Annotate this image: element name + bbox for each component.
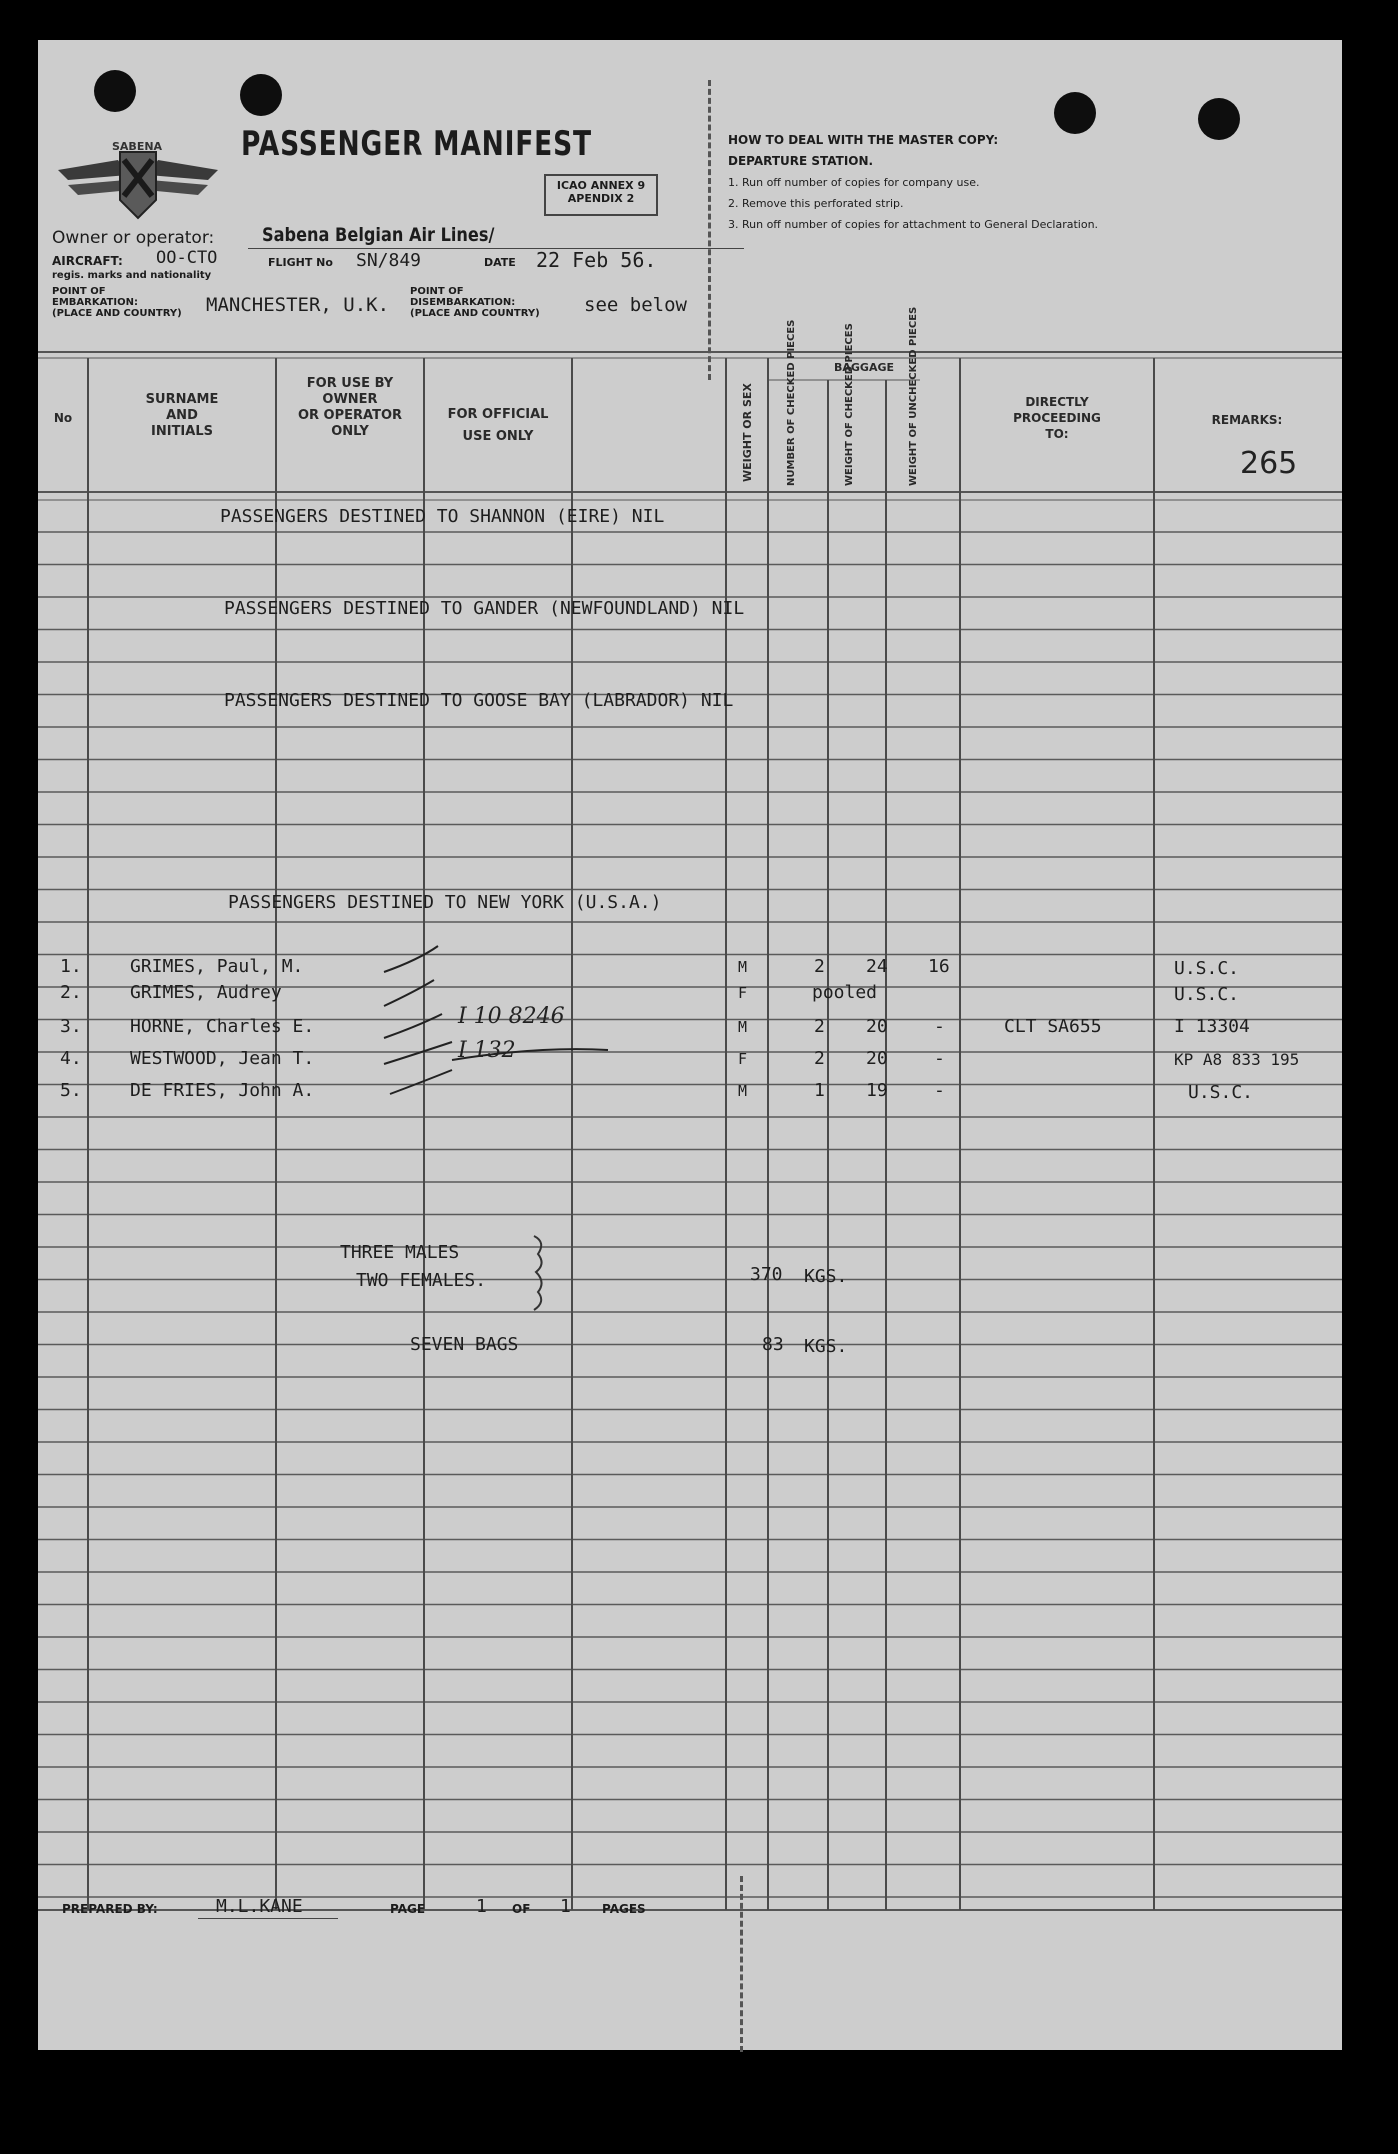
passenger-no: 3. xyxy=(60,1016,82,1037)
col-header-owner-3: OR OPERATOR xyxy=(297,408,403,423)
passenger-no: 5. xyxy=(60,1080,82,1101)
total-kgs-2: KGS. xyxy=(804,1336,848,1357)
col-header-wt-checked: WEIGHT OF CHECKED PIECES xyxy=(844,323,855,486)
total-kgs-1: KGS. xyxy=(804,1266,848,1287)
embark-label-3: (PLACE AND COUNTRY) xyxy=(52,308,182,319)
owner-label: Owner or operator: xyxy=(52,228,215,248)
total-females: TWO FEMALES. xyxy=(356,1270,487,1291)
passenger-sex: M xyxy=(738,1018,748,1036)
total-brace-icon xyxy=(530,1232,560,1312)
instructions-subtitle: DEPARTURE STATION. xyxy=(728,154,874,168)
col-header-wt-unchecked: WEIGHT OF UNCHECKED PIECES xyxy=(908,306,919,486)
footer-perforation xyxy=(740,1876,743,2052)
col-header-directly-3: TO: xyxy=(1045,427,1069,441)
passenger-sex: F xyxy=(738,984,748,1002)
passenger-remarks: I 13304 xyxy=(1174,1016,1250,1037)
col-header-official-1: FOR OFFICIAL xyxy=(447,407,549,422)
passenger-pieces: 2 xyxy=(814,1048,825,1069)
page-label: PAGE xyxy=(390,1902,426,1916)
passenger-weight: 19 xyxy=(866,1080,888,1101)
col-header-weight-sex: WEIGHT OR SEX xyxy=(741,383,754,482)
col-header-owner-4: ONLY xyxy=(331,424,369,439)
flight-value: SN/849 xyxy=(356,250,422,271)
aircraft-label: AIRCRAFT: xyxy=(52,254,123,268)
page-stamp-number: 265 xyxy=(1240,446,1298,481)
passenger-weight: 24 xyxy=(866,956,888,977)
section-new-york: PASSENGERS DESTINED TO NEW YORK (U.S.A.) xyxy=(228,892,662,913)
total-bags: SEVEN BAGS xyxy=(410,1334,519,1355)
form-title: PASSENGER MANIFEST xyxy=(241,124,592,164)
date-value: 22 Feb 56. xyxy=(536,248,657,272)
passenger-sex: F xyxy=(738,1050,748,1068)
passenger-sex: M xyxy=(738,958,748,976)
disembark-label-1: POINT OF xyxy=(410,286,464,297)
passenger-official-note: I 10 8246 xyxy=(458,1004,565,1029)
embark-label-1: POINT OF xyxy=(52,286,106,297)
disembark-label-3: (PLACE AND COUNTRY) xyxy=(410,308,540,319)
of-label: OF xyxy=(512,1902,531,1916)
prepared-underline xyxy=(198,1918,338,1919)
passenger-weight: 20 xyxy=(866,1016,888,1037)
passenger-pieces: 1 xyxy=(814,1080,825,1101)
icao-line1: ICAO ANNEX 9 xyxy=(556,179,646,192)
passenger-name: DE FRIES, John A. xyxy=(130,1080,315,1101)
passenger-no: 2. xyxy=(60,982,82,1003)
passenger-name: WESTWOOD, Jean T. xyxy=(130,1048,315,1069)
instructions-title: HOW TO DEAL WITH THE MASTER COPY: xyxy=(728,133,999,147)
disembark-label-2: DISEMBARKATION: xyxy=(410,297,516,308)
total-males: THREE MALES xyxy=(340,1242,460,1263)
col-header-baggage: BAGGAGE xyxy=(833,361,894,374)
passenger-official-note: I 132 xyxy=(458,1038,516,1063)
instruction-item: 2. Remove this perforated strip. xyxy=(728,197,904,210)
instruction-item: 3. Run off number of copies for attachment to General Declaration. xyxy=(728,218,1099,231)
pen-marks xyxy=(38,40,1342,2050)
passenger-pieces: 2 xyxy=(814,1016,825,1037)
col-header-surname-3: INITIALS xyxy=(151,424,213,439)
total-passenger-weight: 370 xyxy=(750,1264,783,1285)
passenger-remarks: KP A8 833 195 xyxy=(1174,1050,1300,1069)
icao-line2: APENDIX 2 xyxy=(567,192,635,205)
passenger-remarks: U.S.C. xyxy=(1174,984,1240,1005)
passenger-pieces: 2 xyxy=(814,956,825,977)
passenger-pieces: pooled xyxy=(812,982,878,1003)
regis-note: regis. marks and nationality xyxy=(52,270,212,281)
col-header-no: No xyxy=(53,411,73,425)
prepared-label: PREPARED BY: xyxy=(62,1902,158,1916)
prepared-value: M.L.KANE xyxy=(216,1896,303,1917)
flight-label: FLIGHT No xyxy=(268,256,333,269)
col-header-remarks: REMARKS: xyxy=(1211,413,1283,427)
col-header-surname-2: AND xyxy=(166,408,198,423)
embark-value: MANCHESTER, U.K. xyxy=(206,294,390,316)
page-value: 1 xyxy=(476,1896,487,1917)
col-header-owner-2: OWNER xyxy=(322,392,378,407)
aircraft-value: OO-CTO xyxy=(156,248,218,268)
total-bag-weight: 83 xyxy=(762,1334,784,1355)
passenger-no: 1. xyxy=(60,956,82,977)
passenger-no: 4. xyxy=(60,1048,82,1069)
disembark-value: see below xyxy=(584,294,687,316)
passenger-proceeding: CLT SA655 xyxy=(1004,1016,1102,1037)
passenger-name: HORNE, Charles E. xyxy=(130,1016,315,1037)
pages-label: PAGES xyxy=(602,1902,646,1916)
passenger-remarks: U.S.C. xyxy=(1188,1082,1254,1103)
col-header-num-checked: NUMBER OF CHECKED PIECES xyxy=(786,319,797,486)
section-shannon: PASSENGERS DESTINED TO SHANNON (EIRE) NIL xyxy=(220,506,665,527)
col-header-owner-1: FOR USE BY xyxy=(306,376,394,391)
passenger-remarks: U.S.C. xyxy=(1174,958,1240,979)
passenger-name: GRIMES, Paul, M. xyxy=(130,956,304,977)
instruction-item: 1. Run off number of copies for company use. xyxy=(728,176,980,189)
owner-value: Sabena Belgian Air Lines/ xyxy=(262,224,495,246)
date-label: DATE xyxy=(484,256,516,269)
logo-text: SABENA xyxy=(112,140,163,153)
passenger-name: GRIMES, Audrey xyxy=(130,982,282,1003)
section-goose-bay: PASSENGERS DESTINED TO GOOSE BAY (LABRADOR) NIL xyxy=(224,690,734,711)
col-header-surname-1: SURNAME xyxy=(145,392,219,407)
section-gander: PASSENGERS DESTINED TO GANDER (NEWFOUNDLAND) NIL xyxy=(224,598,745,619)
passenger-unchecked: - xyxy=(934,1048,945,1069)
col-header-official-2: USE ONLY xyxy=(462,429,534,444)
passenger-unchecked: 16 xyxy=(928,956,950,977)
passenger-sex: M xyxy=(738,1082,748,1100)
col-header-directly-2: PROCEEDING xyxy=(1013,411,1101,425)
passenger-unchecked: - xyxy=(934,1016,945,1037)
passenger-unchecked: - xyxy=(934,1080,945,1101)
col-header-directly-1: DIRECTLY xyxy=(1025,395,1089,409)
of-value: 1 xyxy=(560,1896,571,1917)
manifest-sheet xyxy=(38,40,1342,2050)
passenger-weight: 20 xyxy=(866,1048,888,1069)
embark-label-2: EMBARKATION: xyxy=(52,297,138,308)
